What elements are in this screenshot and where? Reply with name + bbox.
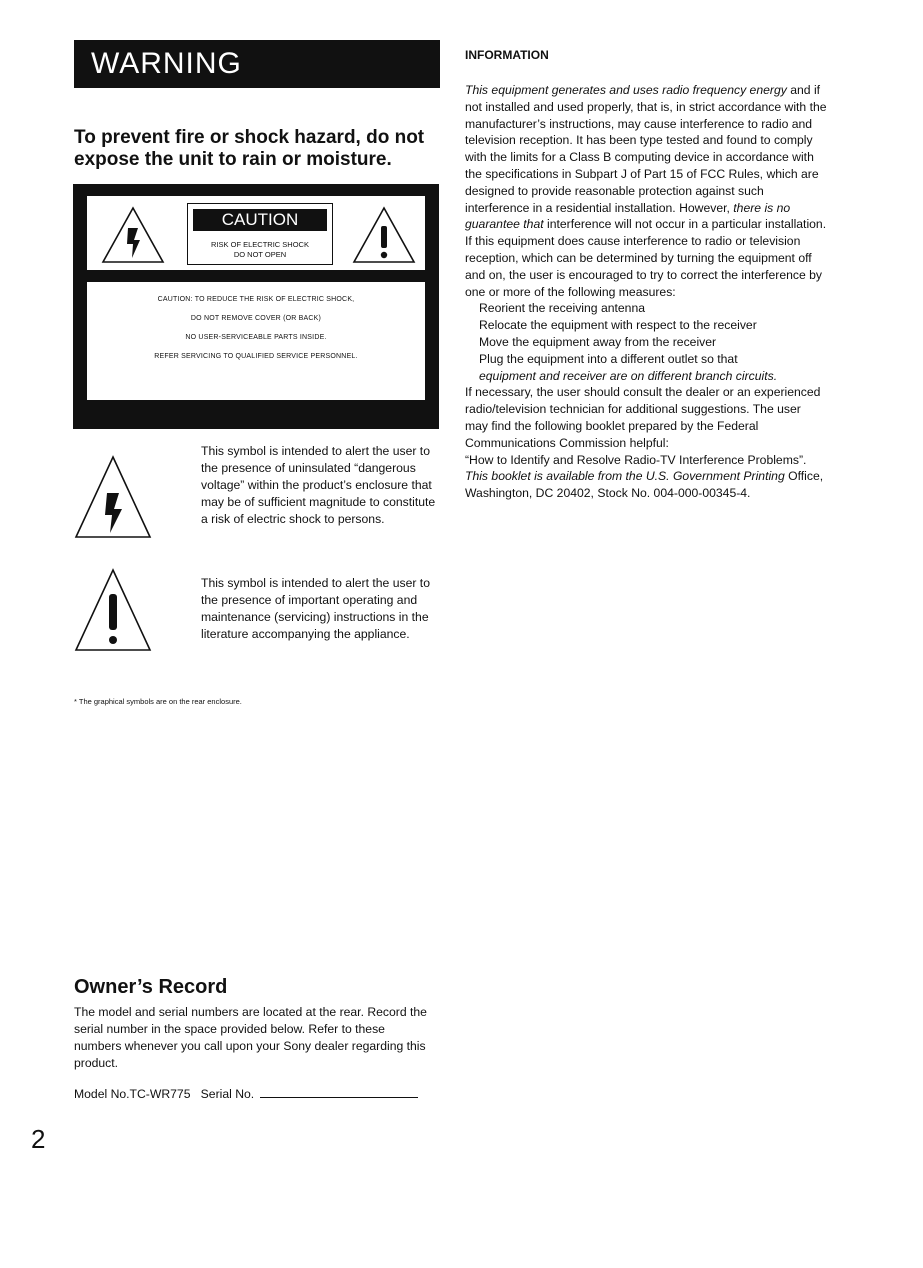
- italic-text: there is no guarantee that: [465, 200, 791, 232]
- information-text: [465, 82, 827, 502]
- owners-record-body: The model and serial numbers are located at the rear. Record the serial number in the space provided below. Refer to these numbers whenever you call upon your Sony dealer regarding this product.: [74, 1005, 427, 1070]
- serial-label: Serial No.: [200, 1087, 255, 1101]
- measure-item: Reorient the receiving antenna: [479, 301, 645, 316]
- booklet-availability: [465, 468, 827, 502]
- caution-do-not-open-line: DO NOT OPEN: [233, 250, 287, 259]
- caution-notice-line: NO USER-SERVICEABLE PARTS INSIDE.: [185, 334, 327, 341]
- caution-notice-line: CAUTION: TO REDUCE THE RISK OF ELECTRIC SHOCK,: [157, 296, 355, 303]
- lightning-symbol-text: This symbol is intended to alert the user to the presence of uninsulated “dangerous voltage” within the product’s enclosure that may be of sufficient magnitude to constitute a risk of electric shock to persons.: [201, 444, 436, 526]
- lightning-triangle-icon: [74, 455, 152, 539]
- body-text: and if not installed and used properly, that is, in strict accordance with the manufacturer’s instructions, may cause interference to radio and television reception. It has been type tested and found to comply with the limits for a Class B computing device in accordance with the specifications in Subpart J of Part 15 of FCC Rules, which are designed to provide reasonable protection against such interference in a residential installation. However,: [465, 83, 827, 215]
- caution-notice: [87, 282, 425, 400]
- caution-label-top: [87, 196, 425, 270]
- caution-notice-line: DO NOT REMOVE COVER (OR BACK): [190, 315, 322, 322]
- measure-item-continued: equipment and receiver are on different branch circuits.: [479, 368, 778, 383]
- page-number: 2: [31, 1124, 46, 1154]
- measure-item: Relocate the equipment with respect to the receiver: [479, 318, 757, 333]
- warning-banner: WARNING: [74, 40, 440, 88]
- italic-text: This booklet is available from the U.S. Government Printing: [465, 469, 785, 484]
- exclamation-triangle-icon: [352, 206, 416, 264]
- body-text: interference will not occur in a particular installation. If this equipment does cause interference to radio or television reception, which can be determined by turning the equipment off and on, the user is encouraged to try to correct the interference by one or more of the following measures:: [465, 217, 827, 299]
- footnote: * The graphical symbols are on the rear enclosure.: [74, 697, 242, 706]
- caution-label: [187, 203, 333, 265]
- lightning-triangle-icon: [101, 206, 165, 264]
- owners-record-title: Owner’s Record: [74, 976, 228, 998]
- caution-risk-line: RISK OF ELECTRIC SHOCK: [211, 240, 309, 249]
- model-number: Model No.TC-WR775: [74, 1087, 191, 1101]
- hazard-heading: To prevent fire or shock hazard, do not expose the unit to rain or moisture.: [74, 127, 425, 170]
- exclamation-symbol-text: This symbol is intended to alert the user to the presence of important operating and maintenance (servicing) instructions in the literature accompanying the appliance.: [201, 576, 430, 641]
- exclamation-triangle-icon: [74, 568, 152, 652]
- serial-number-blank: [260, 1086, 418, 1098]
- model-serial-line: [74, 1086, 418, 1101]
- information-paragraph: If necessary, the user should consult the dealer or an experienced radio/television technician for additional suggestions. The user may find the following booklet prepared by the Federal Communications Commission helpful:: [465, 385, 821, 450]
- caution-title: CAUTION: [193, 209, 327, 231]
- information-heading: INFORMATION: [465, 48, 549, 62]
- information-paragraph: [465, 82, 827, 300]
- booklet-title: “How to Identify and Resolve Radio-TV Interference Problems”.: [465, 452, 807, 467]
- italic-text: This equipment generates and uses radio frequency energy: [465, 83, 787, 97]
- body-text: Office, Washington, DC 20402, Stock No. 004-000-00345-4.: [465, 469, 824, 501]
- caution-label-box: [73, 184, 439, 429]
- measure-item: Move the equipment away from the receiver: [479, 334, 717, 349]
- caution-notice-line: REFER SERVICING TO QUALIFIED SERVICE PERSONNEL.: [154, 353, 358, 360]
- measure-item: Plug the equipment into a different outlet so that: [479, 351, 738, 366]
